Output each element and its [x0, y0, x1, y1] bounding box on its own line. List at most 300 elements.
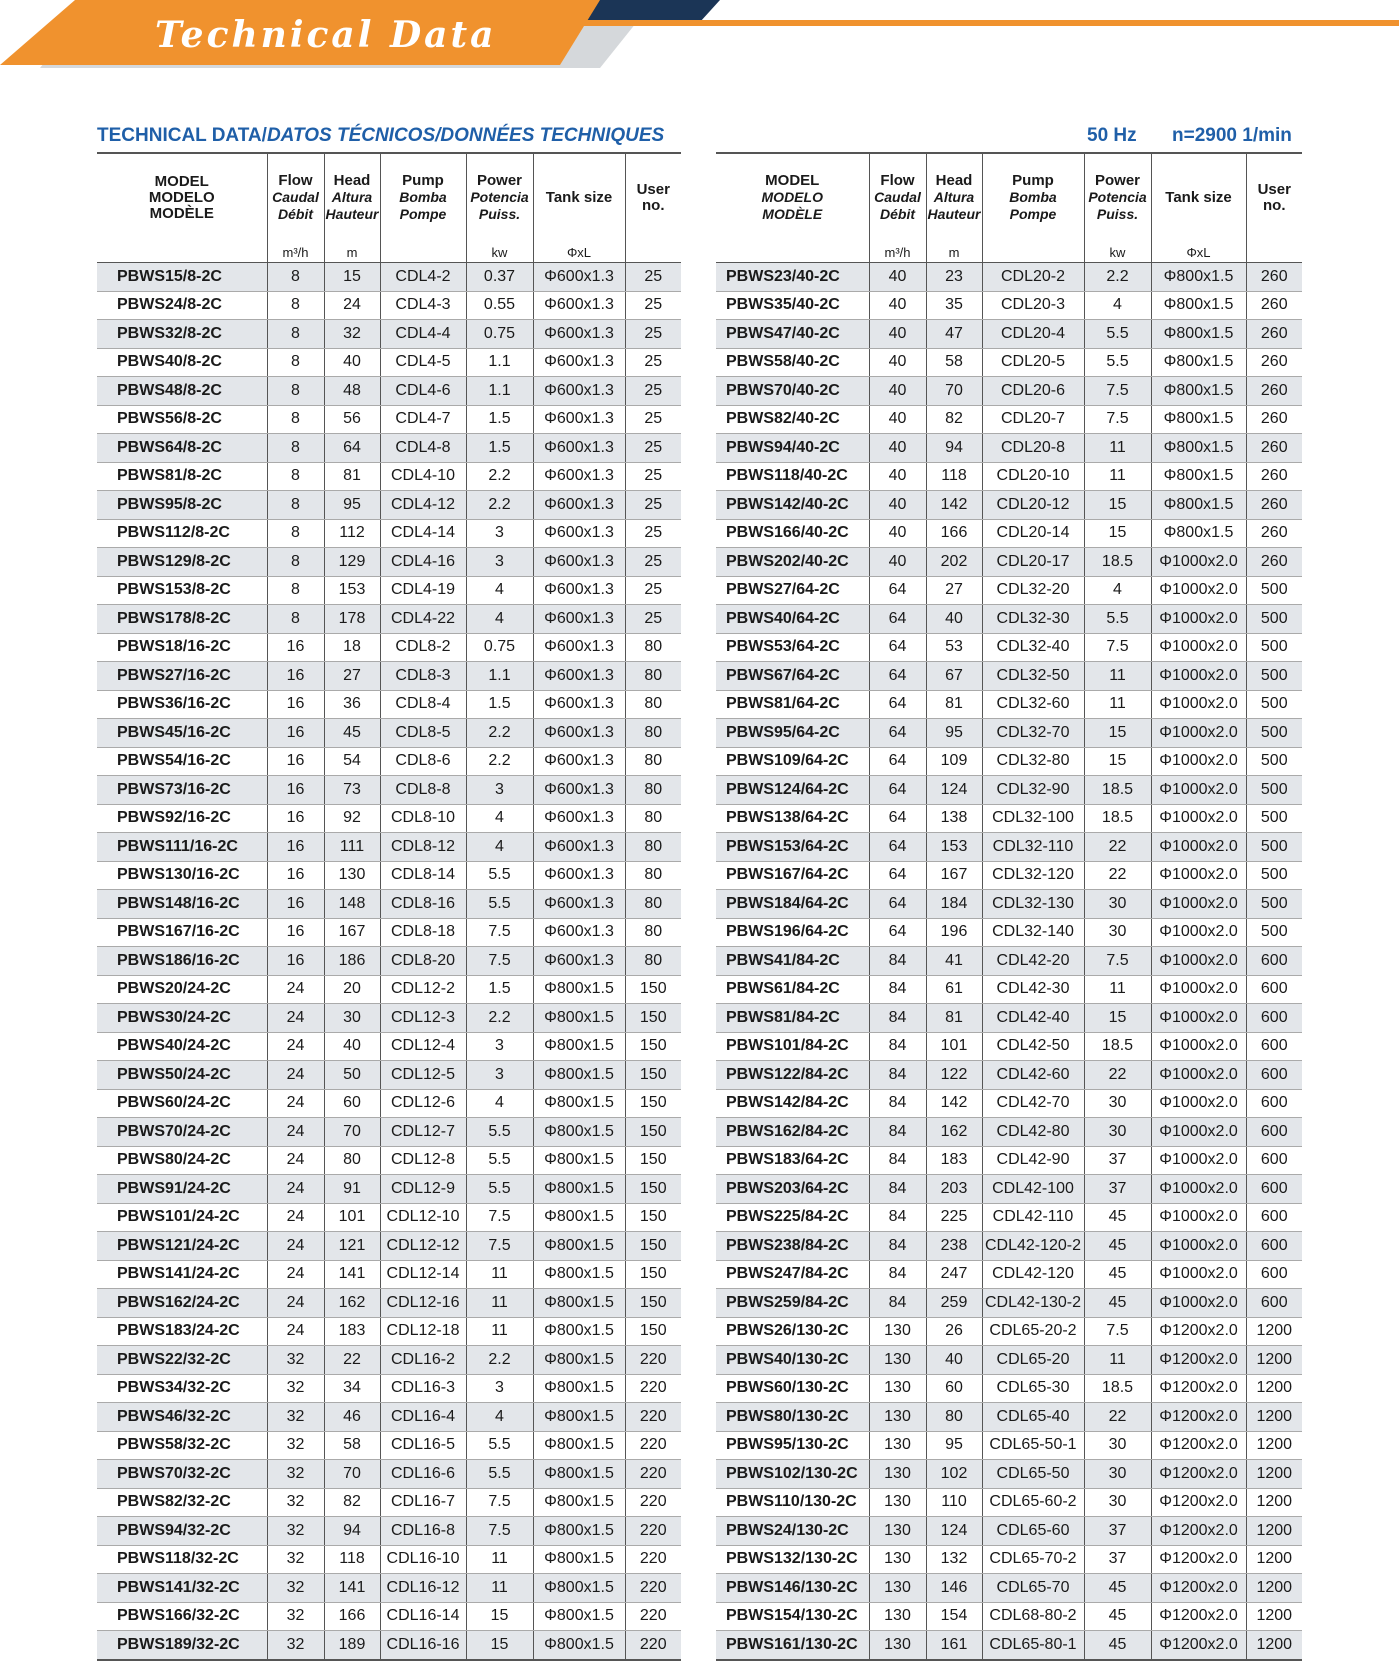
- cell-head: 58: [324, 1431, 380, 1460]
- cell-model: PBWS141/24-2C: [97, 1260, 267, 1289]
- cell-user: 25: [625, 491, 681, 520]
- col-pump: Pump Bomba Pompe: [380, 153, 466, 242]
- cell-flow: 40: [869, 263, 926, 292]
- cell-head: 129: [324, 548, 380, 577]
- cell-flow: 24: [267, 1175, 324, 1204]
- col-user: User no.: [1246, 153, 1302, 242]
- cell-flow: 24: [267, 1232, 324, 1261]
- cell-pump: CDL32-60: [982, 690, 1084, 719]
- cell-model: PBWS23/40-2C: [716, 263, 869, 292]
- table-row: [716, 434, 1302, 463]
- cell-flow: 130: [869, 1374, 926, 1403]
- cell-tank: Φ1000x2.0: [1151, 1061, 1246, 1090]
- cell-user: 600: [1246, 1289, 1302, 1318]
- cell-pump: CDL42-50: [982, 1032, 1084, 1061]
- cell-power: 7.5: [1084, 1317, 1151, 1346]
- cell-flow: 84: [869, 1175, 926, 1204]
- cell-flow: 24: [267, 975, 324, 1004]
- cell-head: 142: [926, 491, 982, 520]
- table-row: [716, 519, 1302, 548]
- cell-flow: 8: [267, 263, 324, 292]
- cell-user: 500: [1246, 719, 1302, 748]
- cell-pump: CDL12-6: [380, 1089, 466, 1118]
- cell-tank: Φ800x1.5: [533, 1175, 625, 1204]
- table-row: [716, 975, 1302, 1004]
- cell-model: PBWS95/8-2C: [97, 491, 267, 520]
- cell-user: 220: [625, 1545, 681, 1574]
- cell-head: 161: [926, 1631, 982, 1660]
- cell-tank: Φ800x1.5: [533, 1602, 625, 1631]
- cell-tank: Φ1000x2.0: [1151, 605, 1246, 634]
- table-row: [716, 1203, 1302, 1232]
- cell-head: 27: [324, 662, 380, 691]
- cell-user: 260: [1246, 291, 1302, 320]
- cell-head: 196: [926, 918, 982, 947]
- cell-power: 3: [466, 1374, 533, 1403]
- cell-user: 1200: [1246, 1346, 1302, 1375]
- cell-user: 500: [1246, 776, 1302, 805]
- cell-pump: CDL12-9: [380, 1175, 466, 1204]
- cell-user: 80: [625, 662, 681, 691]
- table-row: [97, 662, 681, 691]
- table-row: [97, 890, 681, 919]
- table-row: [716, 377, 1302, 406]
- cell-tank: Φ1200x2.0: [1151, 1431, 1246, 1460]
- spec-table-left: [97, 152, 681, 1661]
- cell-head: 259: [926, 1289, 982, 1318]
- cell-flow: 16: [267, 719, 324, 748]
- cell-tank: Φ800x1.5: [533, 1289, 625, 1318]
- cell-power: 4: [1084, 291, 1151, 320]
- cell-pump: CDL65-80-1: [982, 1631, 1084, 1660]
- table-row: [716, 405, 1302, 434]
- cell-flow: 32: [267, 1431, 324, 1460]
- cell-model: PBWS132/130-2C: [716, 1545, 869, 1574]
- cell-model: PBWS162/84-2C: [716, 1118, 869, 1147]
- cell-head: 26: [926, 1317, 982, 1346]
- cell-pump: CDL32-120: [982, 861, 1084, 890]
- cell-head: 247: [926, 1260, 982, 1289]
- cell-tank: Φ800x1.5: [1151, 320, 1246, 349]
- cell-tank: Φ1000x2.0: [1151, 804, 1246, 833]
- cell-pump: CDL4-16: [380, 548, 466, 577]
- cell-user: 150: [625, 1004, 681, 1033]
- table-row: [716, 690, 1302, 719]
- table-row: [97, 975, 681, 1004]
- cell-model: PBWS101/24-2C: [97, 1203, 267, 1232]
- cell-flow: 16: [267, 833, 324, 862]
- cell-head: 183: [324, 1317, 380, 1346]
- cell-tank: Φ800x1.5: [533, 1460, 625, 1489]
- cell-user: 150: [625, 1232, 681, 1261]
- cell-tank: Φ600x1.3: [533, 548, 625, 577]
- cell-power: 45: [1084, 1574, 1151, 1603]
- cell-head: 141: [324, 1260, 380, 1289]
- cell-power: 7.5: [466, 947, 533, 976]
- cell-user: 1200: [1246, 1488, 1302, 1517]
- cell-tank: Φ600x1.3: [533, 918, 625, 947]
- cell-flow: 84: [869, 947, 926, 976]
- cell-tank: Φ600x1.3: [533, 719, 625, 748]
- cell-model: PBWS259/84-2C: [716, 1289, 869, 1318]
- cell-flow: 32: [267, 1403, 324, 1432]
- cell-flow: 16: [267, 776, 324, 805]
- cell-tank: Φ600x1.3: [533, 776, 625, 805]
- cell-user: 500: [1246, 890, 1302, 919]
- cell-power: 18.5: [1084, 548, 1151, 577]
- cell-pump: CDL42-20: [982, 947, 1084, 976]
- cell-user: 25: [625, 605, 681, 634]
- cell-pump: CDL65-40: [982, 1403, 1084, 1432]
- cell-pump: CDL42-30: [982, 975, 1084, 1004]
- cell-flow: 8: [267, 434, 324, 463]
- cell-model: PBWS225/84-2C: [716, 1203, 869, 1232]
- cell-pump: CDL16-10: [380, 1545, 466, 1574]
- cell-pump: CDL20-6: [982, 377, 1084, 406]
- cell-power: 30: [1084, 1460, 1151, 1489]
- cell-model: PBWS109/64-2C: [716, 747, 869, 776]
- table-row: [97, 1602, 681, 1631]
- cell-head: 95: [926, 719, 982, 748]
- cell-tank: Φ1000x2.0: [1151, 1203, 1246, 1232]
- cell-pump: CDL4-14: [380, 519, 466, 548]
- cell-pump: CDL4-8: [380, 434, 466, 463]
- cell-power: 4: [466, 1403, 533, 1432]
- cell-tank: Φ600x1.3: [533, 747, 625, 776]
- table-row: [97, 1346, 681, 1375]
- cell-tank: Φ1000x2.0: [1151, 1004, 1246, 1033]
- cell-pump: CDL12-12: [380, 1232, 466, 1261]
- cell-pump: CDL16-2: [380, 1346, 466, 1375]
- cell-head: 54: [324, 747, 380, 776]
- cell-head: 61: [926, 975, 982, 1004]
- cell-head: 167: [324, 918, 380, 947]
- cell-model: PBWS142/84-2C: [716, 1089, 869, 1118]
- cell-user: 260: [1246, 519, 1302, 548]
- table-row: [716, 1317, 1302, 1346]
- banner-orange-line: [495, 20, 1399, 26]
- cell-user: 500: [1246, 662, 1302, 691]
- cell-pump: CDL4-22: [380, 605, 466, 634]
- cell-model: PBWS95/64-2C: [716, 719, 869, 748]
- cell-user: 220: [625, 1602, 681, 1631]
- cell-head: 60: [926, 1374, 982, 1403]
- cell-model: PBWS94/40-2C: [716, 434, 869, 463]
- cell-power: 2.2: [466, 719, 533, 748]
- cell-flow: 84: [869, 1061, 926, 1090]
- cell-power: 2.2: [1084, 263, 1151, 292]
- cell-flow: 24: [267, 1317, 324, 1346]
- cell-pump: CDL42-60: [982, 1061, 1084, 1090]
- cell-model: PBWS183/64-2C: [716, 1146, 869, 1175]
- cell-power: 45: [1084, 1260, 1151, 1289]
- cell-model: PBWS102/130-2C: [716, 1460, 869, 1489]
- cell-model: PBWS238/84-2C: [716, 1232, 869, 1261]
- cell-user: 500: [1246, 804, 1302, 833]
- table-row: [716, 1004, 1302, 1033]
- cell-power: 2.2: [466, 1346, 533, 1375]
- cell-power: 7.5: [1084, 405, 1151, 434]
- cell-pump: CDL4-12: [380, 491, 466, 520]
- cell-model: PBWS110/130-2C: [716, 1488, 869, 1517]
- unit-tank: ΦxL: [1151, 242, 1246, 263]
- cell-user: 25: [625, 434, 681, 463]
- cell-flow: 32: [267, 1545, 324, 1574]
- cell-model: PBWS35/40-2C: [716, 291, 869, 320]
- cell-head: 45: [324, 719, 380, 748]
- table-row: [716, 1574, 1302, 1603]
- cell-tank: Φ600x1.3: [533, 519, 625, 548]
- table-row: [97, 833, 681, 862]
- cell-tank: Φ1000x2.0: [1151, 690, 1246, 719]
- cell-power: 11: [1084, 690, 1151, 719]
- cell-power: 30: [1084, 1488, 1151, 1517]
- cell-head: 130: [324, 861, 380, 890]
- cell-pump: CDL42-100: [982, 1175, 1084, 1204]
- cell-model: PBWS40/64-2C: [716, 605, 869, 634]
- cell-user: 500: [1246, 576, 1302, 605]
- table-row: [716, 918, 1302, 947]
- cell-tank: Φ800x1.5: [533, 1488, 625, 1517]
- cell-pump: CDL4-5: [380, 348, 466, 377]
- cell-power: 5.5: [1084, 605, 1151, 634]
- section-title-main: TECHNICAL DATA/: [97, 125, 267, 146]
- cell-tank: Φ1000x2.0: [1151, 1146, 1246, 1175]
- cell-model: PBWS184/64-2C: [716, 890, 869, 919]
- cell-head: 132: [926, 1545, 982, 1574]
- cell-pump: CDL4-2: [380, 263, 466, 292]
- cell-pump: CDL8-12: [380, 833, 466, 862]
- cell-model: PBWS50/24-2C: [97, 1061, 267, 1090]
- cell-power: 5.5: [466, 1146, 533, 1175]
- cell-model: PBWS167/64-2C: [716, 861, 869, 890]
- cell-tank: Φ600x1.3: [533, 861, 625, 890]
- cell-flow: 8: [267, 405, 324, 434]
- cell-model: PBWS70/40-2C: [716, 377, 869, 406]
- cell-model: PBWS41/84-2C: [716, 947, 869, 976]
- unit-tank: ΦxL: [533, 242, 625, 263]
- cell-model: PBWS162/24-2C: [97, 1289, 267, 1318]
- cell-model: PBWS118/32-2C: [97, 1545, 267, 1574]
- cell-head: 40: [324, 348, 380, 377]
- cell-flow: 130: [869, 1403, 926, 1432]
- cell-flow: 24: [267, 1032, 324, 1061]
- cell-flow: 16: [267, 747, 324, 776]
- cell-tank: Φ1000x2.0: [1151, 1089, 1246, 1118]
- cell-user: 1200: [1246, 1317, 1302, 1346]
- cell-flow: 16: [267, 918, 324, 947]
- cell-pump: CDL16-12: [380, 1574, 466, 1603]
- cell-user: 25: [625, 462, 681, 491]
- cell-tank: Φ800x1.5: [533, 1004, 625, 1033]
- table-row: [97, 861, 681, 890]
- cell-head: 142: [926, 1089, 982, 1118]
- table-row: [97, 462, 681, 491]
- cell-power: 18.5: [1084, 776, 1151, 805]
- cell-model: PBWS196/64-2C: [716, 918, 869, 947]
- cell-model: PBWS47/40-2C: [716, 320, 869, 349]
- cell-flow: 24: [267, 1061, 324, 1090]
- cell-head: 183: [926, 1146, 982, 1175]
- cell-model: PBWS95/130-2C: [716, 1431, 869, 1460]
- cell-power: 11: [1084, 662, 1151, 691]
- cell-power: 11: [1084, 434, 1151, 463]
- cell-model: PBWS48/8-2C: [97, 377, 267, 406]
- cell-model: PBWS61/84-2C: [716, 975, 869, 1004]
- cell-tank: Φ1200x2.0: [1151, 1574, 1246, 1603]
- table-row: [97, 377, 681, 406]
- cell-head: 162: [926, 1118, 982, 1147]
- cell-user: 500: [1246, 633, 1302, 662]
- cell-flow: 40: [869, 377, 926, 406]
- unit-head: m: [324, 242, 380, 263]
- cell-power: 30: [1084, 1431, 1151, 1460]
- cell-user: 80: [625, 690, 681, 719]
- cell-flow: 130: [869, 1517, 926, 1546]
- cell-model: PBWS40/8-2C: [97, 348, 267, 377]
- cell-model: PBWS56/8-2C: [97, 405, 267, 434]
- cell-pump: CDL65-50: [982, 1460, 1084, 1489]
- table-row: [716, 1260, 1302, 1289]
- cell-tank: Φ1000x2.0: [1151, 662, 1246, 691]
- cell-flow: 64: [869, 747, 926, 776]
- cell-model: PBWS91/24-2C: [97, 1175, 267, 1204]
- cell-user: 260: [1246, 405, 1302, 434]
- table-row: [716, 1431, 1302, 1460]
- cell-pump: CDL65-30: [982, 1374, 1084, 1403]
- cell-tank: Φ1000x2.0: [1151, 1118, 1246, 1147]
- cell-model: PBWS166/40-2C: [716, 519, 869, 548]
- cell-user: 220: [625, 1488, 681, 1517]
- cell-flow: 24: [267, 1089, 324, 1118]
- cell-user: 220: [625, 1517, 681, 1546]
- cell-flow: 8: [267, 462, 324, 491]
- cell-model: PBWS40/130-2C: [716, 1346, 869, 1375]
- cell-flow: 16: [267, 690, 324, 719]
- table-row: [97, 1004, 681, 1033]
- cell-flow: 40: [869, 405, 926, 434]
- table-row: [716, 662, 1302, 691]
- cell-head: 73: [324, 776, 380, 805]
- cell-tank: Φ800x1.5: [1151, 491, 1246, 520]
- cell-tank: Φ600x1.3: [533, 491, 625, 520]
- cell-flow: 8: [267, 291, 324, 320]
- cell-tank: Φ800x1.5: [533, 1089, 625, 1118]
- cell-user: 220: [625, 1374, 681, 1403]
- cell-model: PBWS80/130-2C: [716, 1403, 869, 1432]
- unit-model: [716, 242, 869, 263]
- cell-pump: CDL16-14: [380, 1602, 466, 1631]
- cell-tank: Φ600x1.3: [533, 320, 625, 349]
- cell-power: 45: [1084, 1203, 1151, 1232]
- cell-model: PBWS142/40-2C: [716, 491, 869, 520]
- cell-user: 500: [1246, 690, 1302, 719]
- cell-power: 11: [466, 1574, 533, 1603]
- cell-flow: 32: [267, 1460, 324, 1489]
- cell-power: 7.5: [466, 1517, 533, 1546]
- cell-tank: Φ800x1.5: [533, 1260, 625, 1289]
- cell-head: 70: [324, 1118, 380, 1147]
- col-head: Head Altura Hauteur: [926, 153, 982, 242]
- cell-power: 1.5: [466, 690, 533, 719]
- cell-tank: Φ1200x2.0: [1151, 1317, 1246, 1346]
- table-row: [97, 804, 681, 833]
- cell-model: PBWS153/8-2C: [97, 576, 267, 605]
- cell-head: 167: [926, 861, 982, 890]
- cell-head: 95: [926, 1431, 982, 1460]
- col-flow: Flow Caudal Débit: [267, 153, 324, 242]
- cell-power: 5.5: [466, 1118, 533, 1147]
- cell-flow: 24: [267, 1146, 324, 1175]
- table-row: [716, 1346, 1302, 1375]
- cell-head: 34: [324, 1374, 380, 1403]
- cell-power: 2.2: [466, 462, 533, 491]
- table-row: [97, 320, 681, 349]
- cell-flow: 64: [869, 890, 926, 919]
- cell-user: 600: [1246, 1232, 1302, 1261]
- cell-head: 81: [926, 690, 982, 719]
- cell-model: PBWS22/32-2C: [97, 1346, 267, 1375]
- cell-flow: 8: [267, 348, 324, 377]
- table-row: [716, 462, 1302, 491]
- cell-user: 600: [1246, 1032, 1302, 1061]
- cell-user: 500: [1246, 833, 1302, 862]
- cell-tank: Φ1200x2.0: [1151, 1460, 1246, 1489]
- cell-flow: 40: [869, 434, 926, 463]
- cell-power: 11: [466, 1289, 533, 1318]
- cell-power: 30: [1084, 1118, 1151, 1147]
- cell-model: PBWS81/8-2C: [97, 462, 267, 491]
- cell-flow: 64: [869, 776, 926, 805]
- cell-pump: CDL4-4: [380, 320, 466, 349]
- cell-pump: CDL32-140: [982, 918, 1084, 947]
- cell-user: 25: [625, 348, 681, 377]
- cell-pump: CDL42-40: [982, 1004, 1084, 1033]
- cell-user: 80: [625, 833, 681, 862]
- cell-tank: Φ800x1.5: [533, 1118, 625, 1147]
- cell-power: 1.5: [466, 975, 533, 1004]
- spec-table-right: [716, 152, 1302, 1661]
- cell-tank: Φ1000x2.0: [1151, 947, 1246, 976]
- cell-flow: 8: [267, 519, 324, 548]
- table-row: [716, 890, 1302, 919]
- cell-flow: 64: [869, 605, 926, 634]
- cell-pump: CDL32-30: [982, 605, 1084, 634]
- cell-pump: CDL65-70-2: [982, 1545, 1084, 1574]
- table-row: [716, 947, 1302, 976]
- cell-model: PBWS15/8-2C: [97, 263, 267, 292]
- cell-pump: CDL20-2: [982, 263, 1084, 292]
- cell-user: 260: [1246, 348, 1302, 377]
- cell-power: 11: [466, 1317, 533, 1346]
- cell-head: 202: [926, 548, 982, 577]
- cell-pump: CDL12-3: [380, 1004, 466, 1033]
- table-row: [716, 1631, 1302, 1660]
- cell-model: PBWS118/40-2C: [716, 462, 869, 491]
- cell-tank: Φ600x1.3: [533, 662, 625, 691]
- cell-flow: 32: [267, 1488, 324, 1517]
- cell-power: 7.5: [1084, 377, 1151, 406]
- cell-tank: Φ1000x2.0: [1151, 1260, 1246, 1289]
- cell-head: 82: [926, 405, 982, 434]
- cell-head: 40: [926, 1346, 982, 1375]
- cell-tank: Φ600x1.3: [533, 462, 625, 491]
- cell-tank: Φ800x1.5: [1151, 519, 1246, 548]
- cell-model: PBWS111/16-2C: [97, 833, 267, 862]
- cell-user: 600: [1246, 1146, 1302, 1175]
- cell-power: 4: [466, 576, 533, 605]
- table-row: [716, 719, 1302, 748]
